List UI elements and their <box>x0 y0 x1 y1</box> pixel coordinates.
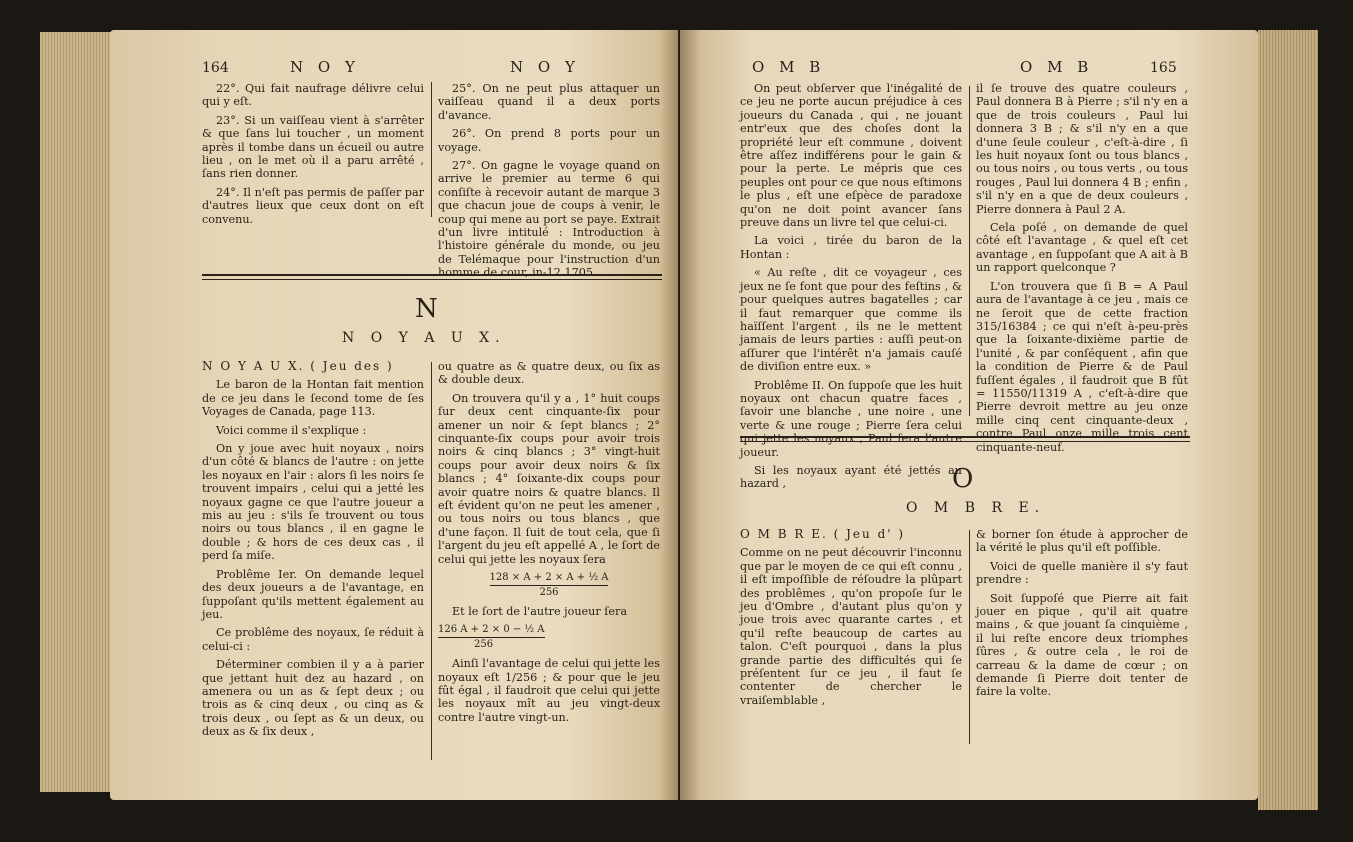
page-number: 164 <box>202 60 229 76</box>
column <box>976 82 1188 459</box>
paragraph: Problême II. On ſuppoſe que les huit noyaux ont chacun quatre faces , ſavoir une blanche , une noire , une verte & une rouge ; Pierre ſera celui qui jette les noyaux , Paul ſera l'autre joueur. <box>740 378 962 459</box>
column <box>438 82 660 285</box>
column <box>740 528 962 712</box>
open-book <box>40 12 1318 828</box>
formula-numerator: 128 × A + 2 × A + ½ A <box>490 571 609 585</box>
column <box>202 82 424 231</box>
page-number: 165 <box>1150 60 1177 76</box>
paragraph: Comme on ne peut découvrir l'inconnu que par le moyen de ce qui eſt connu , il eſt impoſſible de réſoudre la plûpart des problêmes , qu'on propoſe ſur le jeu d'Ombre , d'autant plus qu'on y joue trois avec quarante cartes , et qu'il reſte beaucoup de cartes au talon. C'eſt pourquoi , dans la plus grande partie des difficultés qui ſe préſentent ſur ce jeu , il faut ſe contenter de chercher le vraiſemblable , <box>740 546 962 707</box>
paragraph: Si les noyaux ayant été jettés au hazard , <box>740 463 962 491</box>
formula-denominator: 256 <box>474 638 494 650</box>
column <box>202 360 424 744</box>
paragraph: 26°. On prend 8 ports pour un voyage. <box>438 127 660 154</box>
paragraph: L'on trouvera que ſi B = A Paul aura de l'avantage à ce jeu , mais ce ne ſeroit que de cette fraction 315/16384 ; ce qui n'eſt à-peu-près que la ſoixante-dixième partie de l'unité , & par conſéquent , afin que la condition de Pierre & de Paul fuſſent égales , il faudroit que B fût = 11550/11319 A , c'eſt-à-dire que Pierre devroit mettre au jeu onze mille cinq cent cinquante-deux , contre Paul onze mille trois cent cinquante-neuf. <box>976 279 1188 454</box>
paragraph: On y joue avec huit noyaux , noirs d'un côté & blancs de l'autre : on jette les noyaux en l'air : alors ſi les noirs ſe trouvent impairs , celui qui a jetté les noyaux gagne ce que l'autre joueur a mis au jeu : s'ils ſe trouvent ou tous noirs ou tous blancs , il en gagne le double ; & hors de ces deux cas , il perd ſa miſe. <box>202 442 424 563</box>
section-title: N O Y A U X. <box>342 330 506 346</box>
paragraph: 24°. Il n'eſt pas permis de paſſer par d'autres lieux que ceux dont on eſt convenu. <box>202 185 424 226</box>
paragraph: 25°. On ne peut plus attaquer un vaiſſeau quand il a deux ports d'avance. <box>438 82 660 122</box>
paragraph: La voici , tirée du baron de la Hontan : <box>740 234 962 261</box>
paragraph: 23°. Si un vaiſſeau vient à s'arrêter & que ſans lui toucher , un moment après il tombe dans un écueil ou autre lieu , on le met où il a paru arrêté , ſans rien donner. <box>202 113 424 181</box>
paragraph: il ſe trouve des quatre couleurs , Paul donnera B à Pierre ; s'il n'y en a que de trois couleurs , Paul lui donnera 3 B ; & s'il n'y en a que d'une ſeule couleur , c'eſt-à-dire , ſi les huit noyaux ſont ou tous blancs , ou tous noirs , ou tous verts , ou tous rouges , Paul lui donnera 4 B ; enfin , s'il n'y en a que de deux couleurs , Pierre donnera à Paul 2 A. <box>976 82 1188 216</box>
column-divider <box>969 86 970 416</box>
paragraph: Ce problême des noyaux, ſe réduit à celui-ci : <box>202 626 424 653</box>
paragraph: Et le ſort de l'autre joueur ſera <box>452 604 628 618</box>
paragraph: Voici de quelle manière il s'y faut prendre : <box>976 559 1188 587</box>
column-divider <box>969 530 970 744</box>
formula <box>438 623 660 651</box>
paragraph: 22°. Qui fait naufrage délivre celui qui y eſt. <box>202 82 424 109</box>
column <box>976 528 1188 704</box>
running-header: N O Y <box>290 58 360 76</box>
paragraph: Cela poſé , on demande de quel côté eſt l'avantage , & quel eſt cet avantage , en ſuppoſant que A ait à B un rapport quelconque ? <box>976 221 1188 275</box>
column-divider <box>431 82 432 217</box>
right-page <box>680 30 1258 800</box>
paragraph: ou quatre as & quatre deux, ou ſix as & double deux. <box>438 360 660 387</box>
paragraph: & borner ſon étude à approcher de la vérité le plus qu'il eſt poſſible. <box>976 528 1188 555</box>
book-gutter <box>660 30 700 800</box>
paragraph: Le baron de la Hontan fait mention de ce jeu dans le ſecond tome de ſes Voyages de Canada, page 113. <box>202 378 424 419</box>
section-rule <box>202 279 662 280</box>
page-edges-left <box>40 32 120 792</box>
paragraph: Soit ſuppoſé que Pierre ait fait jouer en pique , qu'il ait quatre mains , & que jouant ſa cinquième , il lui reſte encore deux triomphes ſûres , & outre cela , le roi de carreau & la dame de cœur ; on demande ſi Pierre doit tenter de faire la volte. <box>976 591 1188 699</box>
column-divider <box>431 362 432 760</box>
article-heading: O M B R E. ( Jeu d' ) <box>740 527 906 541</box>
article-heading: N O Y A U X. ( Jeu des ) <box>202 359 394 373</box>
formula <box>438 571 660 599</box>
column <box>740 82 962 496</box>
formula-denominator: 256 <box>539 586 559 598</box>
formula-numerator: 126 A + 2 × 0 − ½ A <box>438 623 545 637</box>
paragraph: Voici comme il s'explique : <box>216 423 367 437</box>
paragraph: On peut obſerver que l'inégalité de ce jeu ne porte aucun préjudice à ces joueurs du Canada , qui , ne jouant entr'eux que des choſes dont la propriété leur eſt commune , doivent être aſſez indifférens pour le gain & pour la perte. Le mépris que ces peuples ont pour ce que nous eſtimons le plus , eſt une eſpèce de paradoxe qu'on ne doit point avancer ſans preuve dans un livre tel que celui-ci. <box>740 82 962 230</box>
left-page <box>110 30 678 800</box>
page-edges-right <box>1258 30 1318 810</box>
section-rule <box>740 436 1190 438</box>
section-letter: O <box>952 464 974 494</box>
running-header: N O Y <box>510 58 580 76</box>
section-title: O M B R E. <box>906 500 1046 516</box>
running-header: O M B <box>752 58 826 76</box>
paragraph: 27°. On gagne le voyage quand on arrive le premier au terme 6 qui conſiſte à recevoir autant de marque 3 que chacun joue de coups à venir, le coup qui mene au port se paye. Extrait d'un livre intitulé : Introduction à l'histoire générale du monde, ou jeu de Telémaque pour l'instruction d'un homme de cour, in-12 1705. <box>438 159 660 280</box>
paragraph: On trouvera qu'il y a , 1° huit coups ſur deux cent cinquante-ſix pour amener un noir & ſept blancs ; 2° cinquante-ſix coups pour avoir trois noirs & cinq blancs ; 3° vingt-huit coups pour avoir deux noirs & ſix blancs ; 4° ſoixante-dix coups pour avoir quatre noirs & quatre blancs. Il eſt évident qu'on ne peut les amener , ou tous noirs ou tous blancs , que d'une façon. Il ſuit de tout cela, que ſi l'argent du jeu eſt appellé A , le ſort de celui qui jette les noyaux ſera <box>438 391 660 566</box>
paragraph: « Au reſte , dit ce voyageur , ces jeux ne ſe font que pour des feſtins , & pour quelques autres bagatelles ; car il faut remarquer que comme ils haïſſent l'argent , ils ne le mettent jamais de leurs parties : auſſi peut-on aſſurer que l'intérêt n'a jamais cauſé de diviſion entre eux. » <box>740 266 962 374</box>
column <box>438 360 660 729</box>
paragraph: Problême Ier. On demande lequel des deux joueurs a de l'avantage, en ſuppoſant qu'ils mettent également au jeu. <box>202 567 424 621</box>
paragraph: Déterminer combien il y a à parier que jettant huit dez au hazard , on amenera ou un as & ſept deux ; ou trois as & cinq deux , ou cinq as & trois deux , ou ſept as & un deux, ou deux as & ſix deux , <box>202 658 424 739</box>
section-letter: N <box>415 294 438 324</box>
running-header: O M B <box>1020 58 1094 76</box>
paragraph: Ainſi l'avantage de celui qui jette les noyaux eſt 1/256 ; & pour que le jeu fût égal , il faudroit que celui qui jette les noyaux mît au jeu vingt-deux contre l'autre vingt-un. <box>438 657 660 724</box>
section-rule <box>740 441 1190 442</box>
section-rule <box>202 274 662 276</box>
